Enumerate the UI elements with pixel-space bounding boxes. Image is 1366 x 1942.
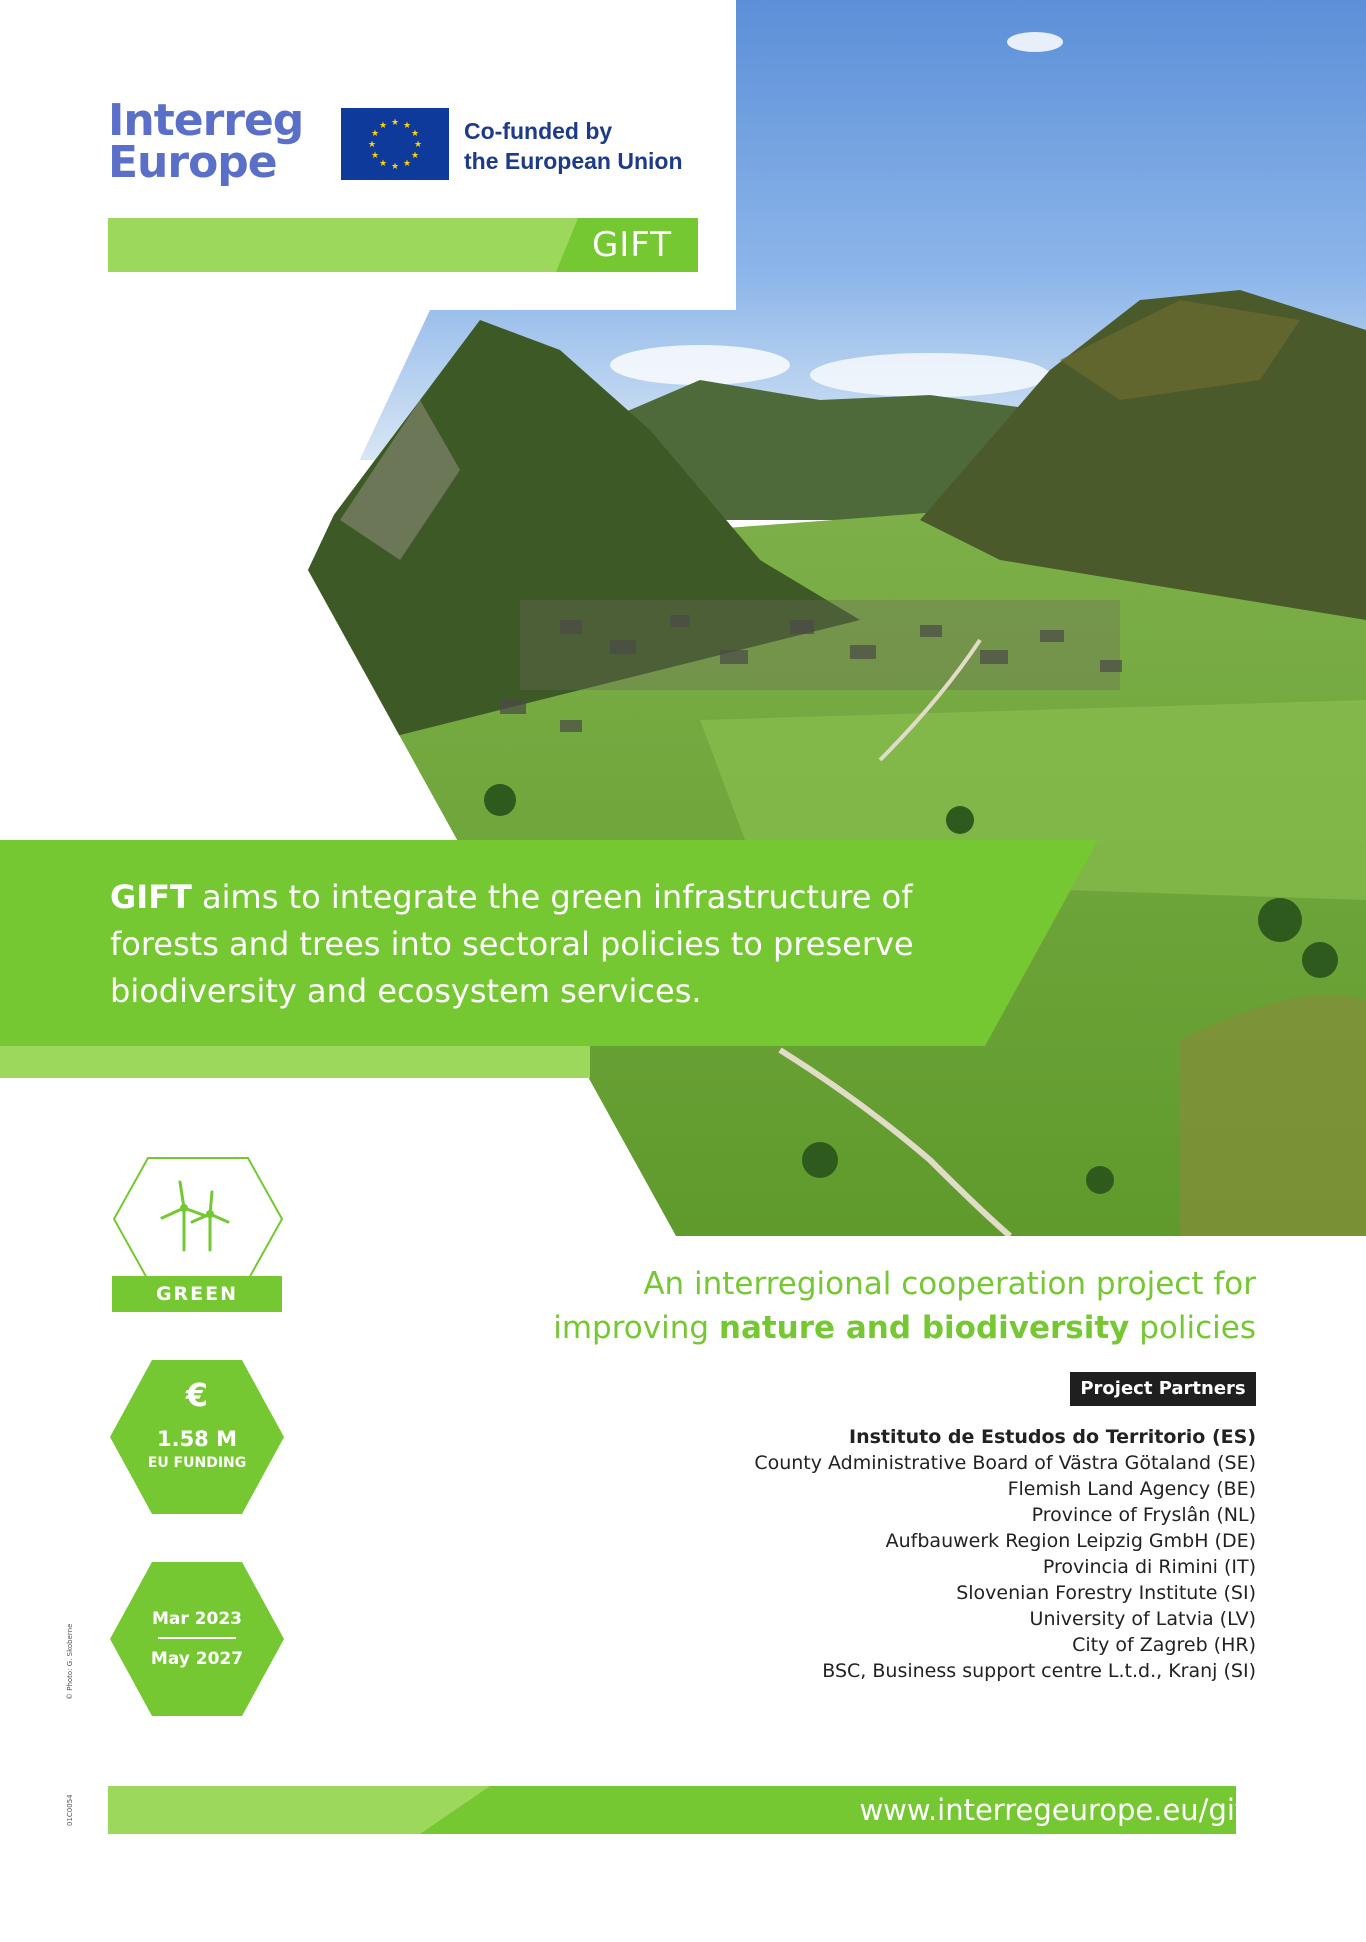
tagline [496, 1262, 1256, 1350]
tagline-bold: nature and biodiversity [718, 1310, 1130, 1346]
lead-partner: Instituto de Estudos do Territorio (ES) [849, 1426, 1256, 1448]
partner-item: Provincia di Rimini (IT) [1042, 1556, 1256, 1578]
euro-icon: € [185, 1376, 209, 1414]
svg-text:★: ★ [378, 121, 388, 131]
svg-text:★: ★ [410, 129, 420, 139]
svg-text:★: ★ [410, 151, 420, 161]
partner-item: University of Latvia (LV) [1029, 1608, 1256, 1630]
website-link[interactable]: www.interregeurope.eu/gift [859, 1793, 1256, 1827]
interreg-europe-logo [108, 95, 304, 188]
partners-list [556, 1424, 1256, 1684]
funding-amount: 1.58 M [156, 1427, 238, 1451]
dates-badge [110, 1562, 284, 1716]
svg-text:★: ★ [370, 129, 380, 139]
cofunded-text [464, 116, 683, 176]
svg-text:★: ★ [413, 140, 423, 150]
logo-line-1: Interreg [108, 95, 304, 146]
logo-line-2: Europe [108, 137, 277, 188]
tagline-post: policies [1129, 1310, 1256, 1346]
eu-flag-icon [341, 108, 449, 180]
svg-text:★: ★ [390, 162, 400, 172]
tagline-line-2 [496, 1306, 1256, 1350]
svg-text:★: ★ [390, 118, 400, 128]
svg-text:★: ★ [402, 159, 412, 169]
partner-item: City of Zagreb (HR) [1072, 1634, 1256, 1656]
funding-label: EU FUNDING [147, 1455, 247, 1471]
svg-text:★: ★ [367, 140, 377, 150]
banner-statement [110, 874, 1010, 1015]
partner-item: Province of Fryslân (NL) [1031, 1504, 1256, 1526]
partner-item: Slovenian Forestry Institute (SI) [956, 1582, 1256, 1604]
photo-credit: © Photo: G. Skoberne [66, 1623, 74, 1700]
document-code: 01C0054 [66, 1794, 74, 1826]
svg-text:★: ★ [370, 151, 380, 161]
partner-item: County Administrative Board of Västra Götaland (SE) [754, 1452, 1256, 1474]
theme-label: GREEN [112, 1276, 282, 1312]
start-date: Mar 2023 [151, 1609, 242, 1629]
banner-bold: GIFT [110, 878, 192, 916]
svg-text:★: ★ [378, 159, 388, 169]
tagline-line-1: An interregional cooperation project for [643, 1266, 1256, 1302]
partner-item: Aufbauwerk Region Leipzig GmbH (DE) [885, 1530, 1256, 1552]
project-name: GIFT [591, 225, 673, 265]
partner-item: Flemish Land Agency (BE) [1007, 1478, 1256, 1500]
date-separator [158, 1637, 236, 1639]
banner-stripe [0, 1046, 590, 1078]
end-date: May 2027 [150, 1649, 244, 1669]
cofunded-line-2: the European Union [464, 148, 683, 174]
banner-body: aims to integrate the green infrastructure of forests and trees into sectoral policies to preserve biodiversity and ecosystem services. [110, 878, 914, 1010]
partners-heading: Project Partners [1070, 1372, 1256, 1406]
cofunded-line-1: Co-funded by [464, 118, 613, 144]
wind-turbines-icon [152, 1168, 242, 1258]
partner-item: BSC, Business support centre L.t.d., Kranj (SI) [822, 1660, 1256, 1682]
tagline-pre: improving [553, 1310, 719, 1346]
svg-text:★: ★ [402, 121, 412, 131]
